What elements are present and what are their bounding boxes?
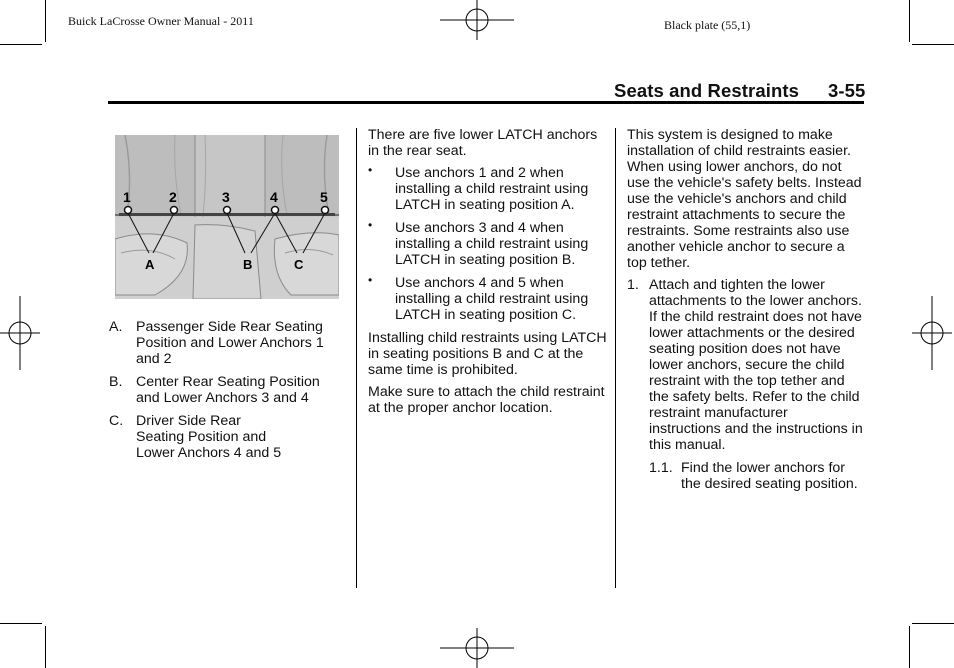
crop-mark <box>0 623 42 624</box>
prohibited-note: Installing child restraints using LATCH in seating positions B and C at the same time is prohibited. <box>368 330 607 378</box>
substep-number: 1.1. <box>649 460 673 476</box>
figure-captions <box>109 319 339 468</box>
substep-text: Find the lower anchors for the desired seating position. <box>681 460 858 492</box>
anchor-5-icon <box>322 207 329 214</box>
bullet-text: Use anchors 3 and 4 when installing a child restraint using LATCH in seating position B. <box>395 220 589 268</box>
registration-mark-icon <box>440 628 514 668</box>
caption-letter: A. <box>109 319 123 335</box>
crop-mark <box>0 44 42 45</box>
registration-mark-icon <box>912 296 952 370</box>
caption-letter: B. <box>109 374 123 390</box>
bullet-icon: • <box>368 218 373 232</box>
registration-mark-icon <box>440 0 514 40</box>
anchor-2-icon <box>171 207 178 214</box>
step-item <box>627 277 863 453</box>
caption-item <box>109 374 339 406</box>
bullet-icon: • <box>368 273 373 287</box>
anchor-number-label: 2 <box>169 189 177 205</box>
caption-text: Center Rear Seating Position and Lower Anchors 3 and 4 <box>136 374 320 406</box>
section-title: Seats and Restraints <box>614 80 800 101</box>
anchor-number-label: 4 <box>270 189 278 205</box>
anchor-number-label: 1 <box>123 189 131 205</box>
position-letter-label: C <box>294 257 304 272</box>
column-divider <box>615 128 616 588</box>
crop-mark <box>45 626 46 668</box>
system-intro: This system is designed to make installation of child restraints easier. When using lower anchors, do not use the vehicle's safety belts. Instead use the vehicle's anchors and child restraint attachments to secure the restraints. Some restraints also use another vehicle anchor to secure a top tether. <box>627 127 862 271</box>
crop-mark <box>912 44 954 45</box>
bullet-item <box>368 165 608 213</box>
caption-text: Passenger Side Rear Seating Position and Lower Anchors 1 and 2 <box>136 319 324 367</box>
bullet-text: Use anchors 4 and 5 when installing a child restraint using LATCH in seating position C. <box>395 275 589 323</box>
position-letter-label: A <box>145 257 155 272</box>
crop-mark <box>45 0 46 42</box>
bullet-item <box>368 220 608 268</box>
anchor-3-icon <box>224 207 231 214</box>
crop-mark <box>909 626 910 668</box>
middle-column <box>368 127 608 422</box>
crop-mark <box>912 623 954 624</box>
rear-seat-illustration <box>115 135 339 299</box>
caption-text: Driver Side Rear Seating Position and Lower Anchors 4 and 5 <box>136 413 282 461</box>
anchor-location-note: Make sure to attach the child restraint at the proper anchor location. <box>368 384 605 416</box>
header-rule <box>108 101 864 104</box>
page-number: 3-55 <box>828 80 866 101</box>
latch-intro: There are five lower LATCH anchors in the rear seat. <box>368 127 598 159</box>
bullet-icon: • <box>368 163 373 177</box>
anchor-1-icon <box>125 207 132 214</box>
bullet-item <box>368 275 608 323</box>
plate-number: Black plate (55,1) <box>664 18 751 32</box>
step-number: 1. <box>627 277 639 293</box>
anchor-number-label: 3 <box>222 189 230 205</box>
right-column <box>627 127 863 492</box>
registration-mark-icon <box>0 296 40 370</box>
plate-manual-title: Buick LaCrosse Owner Manual - 2011 <box>68 14 254 28</box>
column-divider <box>356 128 357 588</box>
anchor-number-label: 5 <box>320 189 328 205</box>
anchor-4-icon <box>272 207 279 214</box>
bullet-text: Use anchors 1 and 2 when installing a child restraint using LATCH in seating position A. <box>395 165 589 213</box>
rear-seat-anchor-figure <box>115 135 339 299</box>
caption-item <box>109 413 339 461</box>
crop-mark <box>909 0 910 42</box>
position-letter-label: B <box>243 257 253 272</box>
caption-item <box>109 319 339 367</box>
caption-letter: C. <box>109 413 124 429</box>
step-text: Attach and tighten the lower attachments to the lower anchors. If the child restraint does not have lower attachments or the desired seating position does not have lower anchors, secure the child restraint with the top tether and the safety belts. Refer to the child restraint manufacturer instructions and the instructions in this manual. <box>649 277 863 453</box>
substep-item <box>627 460 863 492</box>
